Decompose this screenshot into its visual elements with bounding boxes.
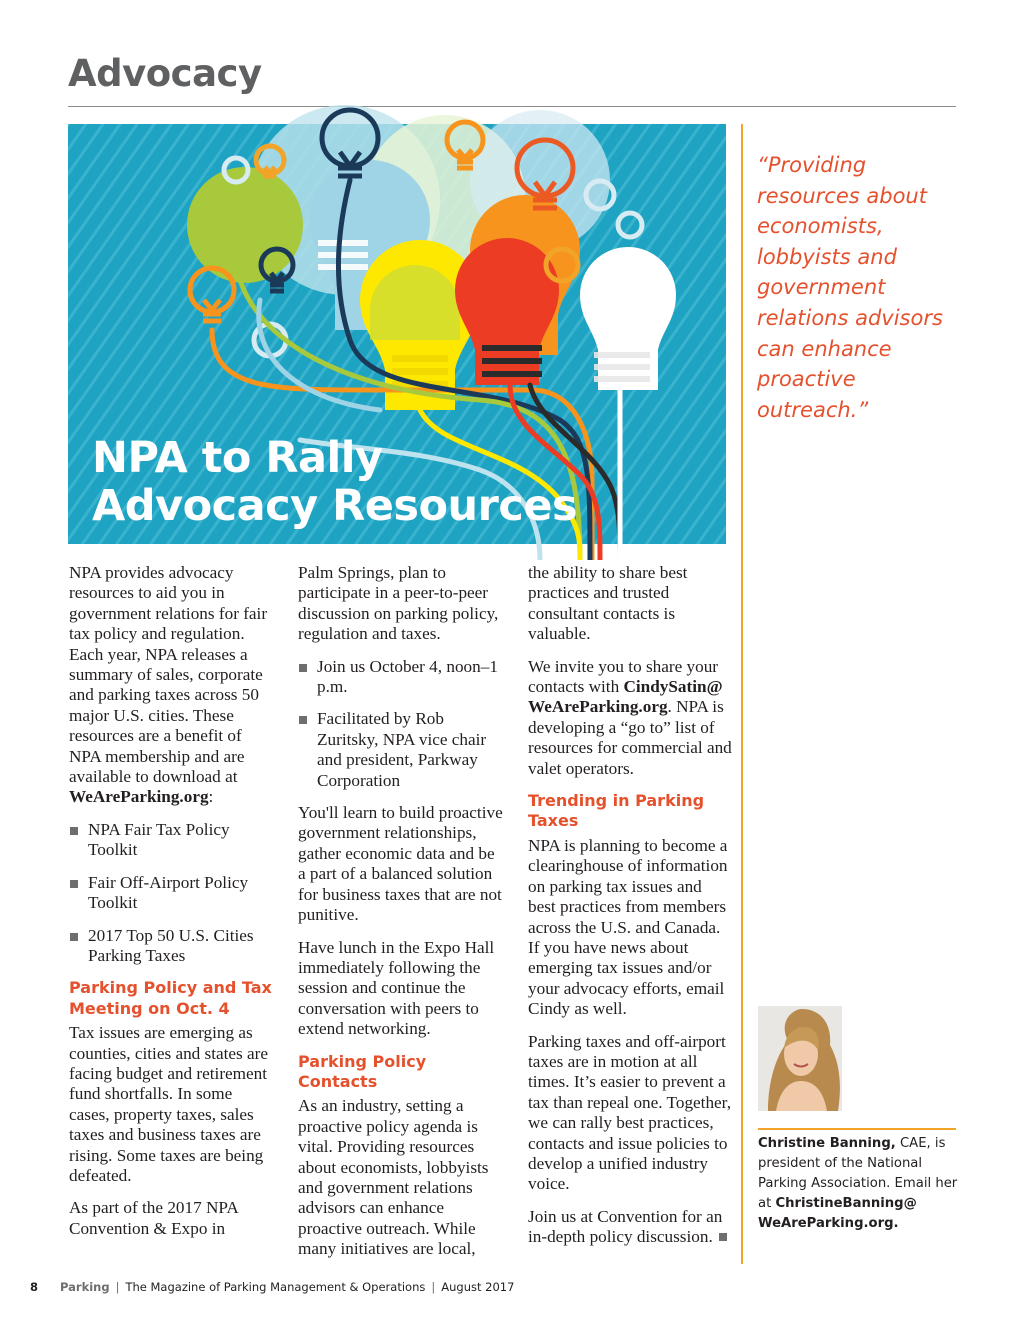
subheading: Trending in Parking Taxes (528, 791, 705, 831)
meeting-details-list (298, 657, 506, 791)
paragraph: We invite you to share your contacts with CindySatin@ WeAreParking.org. NPA is developing a “go to” list of resources for commercial and valet operators. (528, 656, 732, 778)
paragraph: Have lunch in the Expo Hall immediately following the session and continue the conversation with peers to extend networking. (298, 937, 495, 1039)
paragraph: Join us at Convention for an in-depth policy discussion. (528, 1207, 733, 1248)
paragraph: As part of the 2017 NPA Convention & Expo in (69, 1198, 238, 1238)
page-number: 8 (30, 1280, 39, 1294)
bio-divider (758, 1128, 956, 1130)
hero-title: NPA to Rally Advocacy Resources (92, 433, 578, 531)
article-column-2 (298, 563, 506, 1272)
section-title: Advocacy (68, 52, 262, 95)
paragraph: Tax issues are emerging as counties, cities and states are facing budget and retirement fund shortfalls. In some cases, property taxes, sales taxes and business taxes are rising. Some taxes are being defeated. (69, 1023, 269, 1185)
paragraph: Palm Springs, plan to participate in a peer-to-peer discussion on parking policy, regulation and taxes. (298, 563, 499, 644)
author-photo (758, 1006, 842, 1111)
subheading: Parking Policy and Tax Meeting on Oct. 4 (69, 978, 272, 1018)
issue-date: August 2017 (441, 1280, 515, 1294)
paragraph: the ability to share best practices and trusted consultant contacts is valuable. (528, 563, 688, 644)
article-column-3 (528, 563, 733, 1260)
list-item: Fair Off-Airport Policy Toolkit (69, 873, 274, 914)
sidebar-divider (741, 124, 743, 1264)
hero-banner (68, 124, 726, 544)
list-item: Join us October 4, noon–1 p.m. (298, 657, 506, 698)
paragraph: You'll learn to build proactive government relationships, gather economic data and be a part of a balanced solution for business taxes that are not punitive. (298, 803, 503, 925)
website-link[interactable]: WeAreParking.org (69, 787, 209, 807)
list-item: 2017 Top 50 U.S. Cities Parking Taxes (69, 926, 274, 967)
author-name: Christine Banning, (758, 1136, 896, 1151)
paragraph: NPA provides advocacy resources to aid you in government relations for fair tax policy and regulation. Each year, NPA releases a summary of sales, corporate and parking taxes across 50 major U.S. cities. These resources are a benefit of NPA membership and are available to download at WeAreParking.org: (69, 563, 268, 807)
pull-quote: “Providing resources about economists, lobbyists and government relations advisors can enhance proactive outreach.” (757, 153, 943, 422)
list-item: Facilitated by Rob Zuritsky, NPA vice chair and president, Parkway Corporation (298, 709, 506, 791)
resource-list (69, 820, 274, 966)
email-link[interactable]: CindySatin@ WeAreParking.org (528, 677, 723, 717)
magazine-subtitle: The Magazine of Parking Management & Operations (125, 1280, 426, 1294)
author-bio: Christine Banning, CAE, is president of the National Parking Association. Email her at ChristineBanning@ WeAreParking.org. (758, 1136, 958, 1231)
paragraph: Parking taxes and off-airport taxes are in motion at all times. It’s easier to prevent a tax than repeal one. Together, we can rally best practices, contacts and issue policies to develop a unified industry voice. (528, 1031, 732, 1194)
list-item: NPA Fair Tax Policy Toolkit (69, 820, 274, 861)
article-column-1 (69, 563, 274, 1251)
paragraph: NPA is planning to become a clearinghouse of information on parking tax issues and best practices from members across the U.S. and Canada. If you have news about emerging tax issues and/or your advocacy efforts, email Cindy as well. (528, 835, 728, 1019)
subheading: Parking Policy Contacts (298, 1051, 427, 1091)
magazine-name: Parking (60, 1280, 110, 1294)
author-email-link[interactable]: ChristineBanning@ WeAreParking.org. (758, 1196, 917, 1231)
end-mark-icon (719, 1233, 727, 1241)
page-footer: 8 Parking | The Magazine of Parking Management & Operations | August 2017 (30, 1280, 515, 1294)
paragraph: As an industry, setting a proactive policy agenda is vital. Providing resources about economists, lobbyists and government relations advisors can enhance proactive outreach. While many initiatives are local, (298, 1096, 489, 1259)
